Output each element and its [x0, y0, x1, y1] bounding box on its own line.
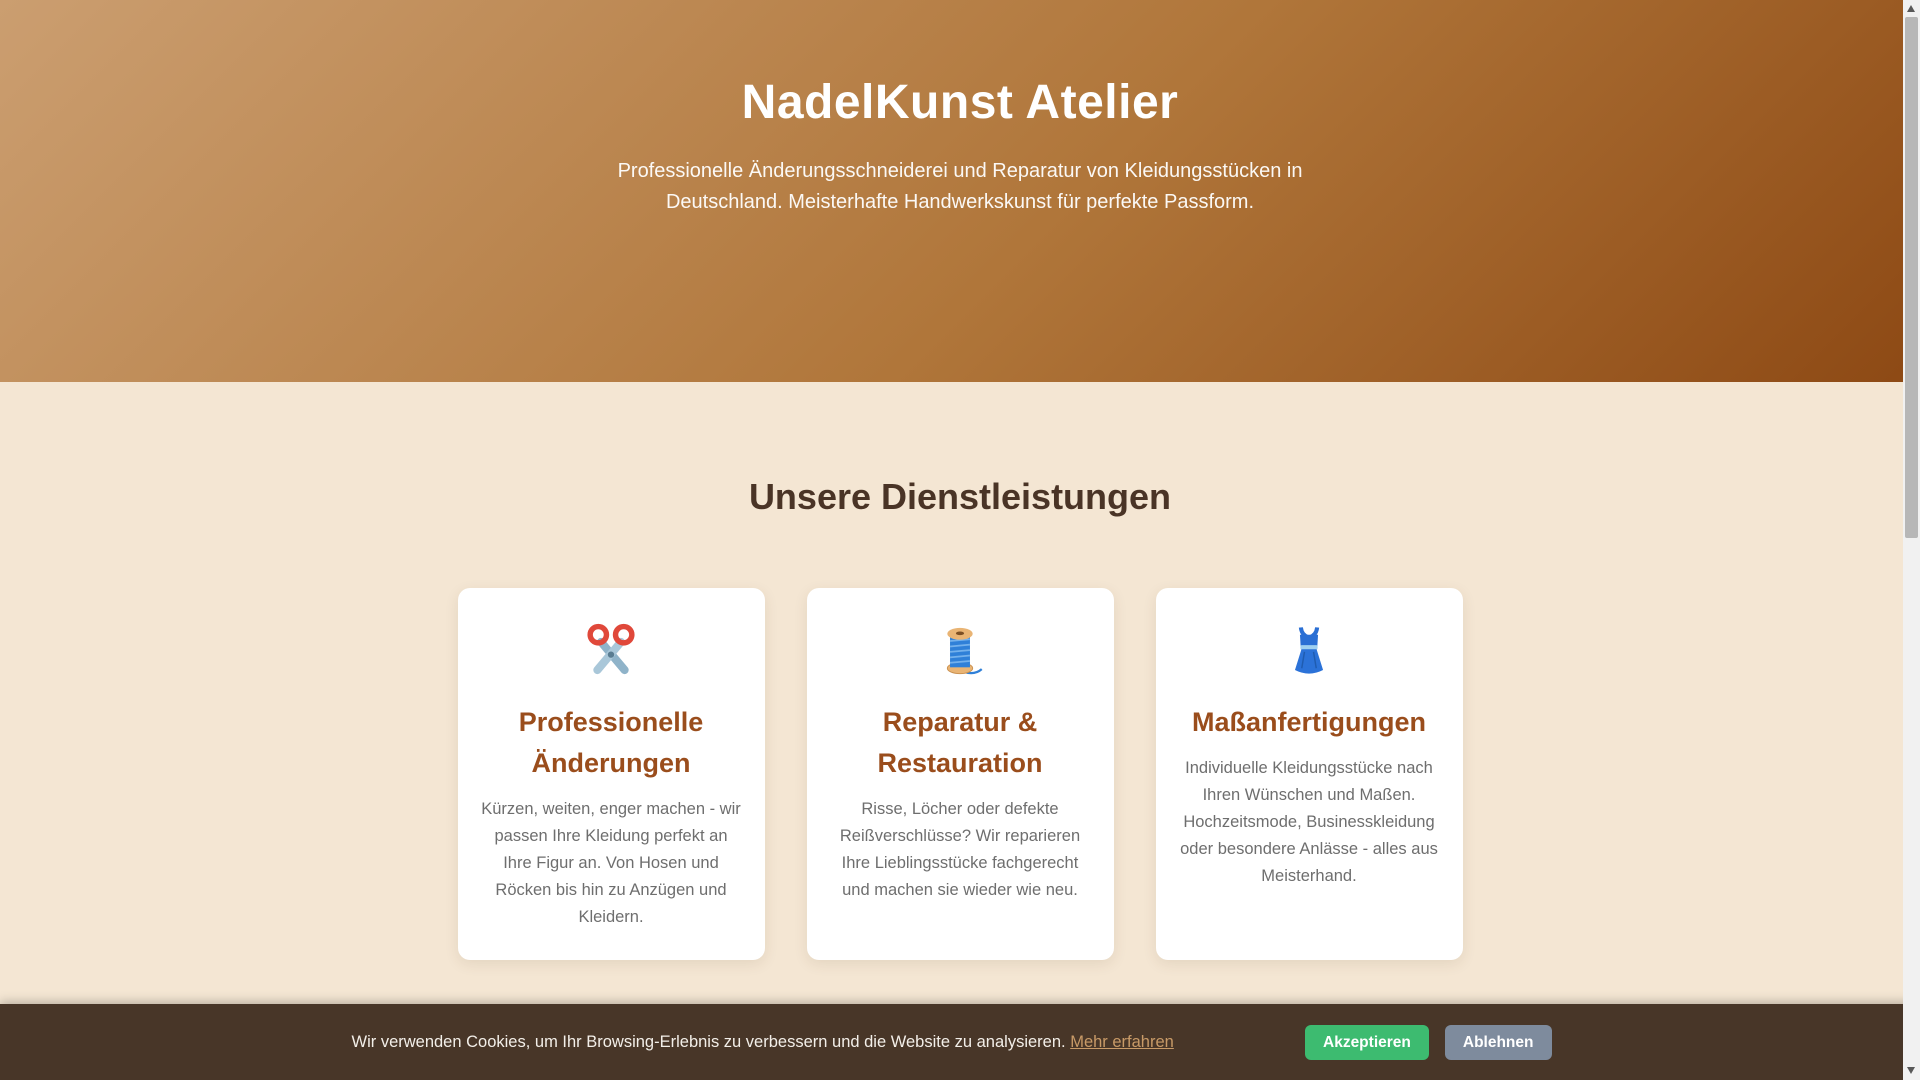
- cookie-message-text: Wir verwenden Cookies, um Ihr Browsing-Erlebnis zu verbessern und die Website zu analysieren.: [351, 1033, 1066, 1051]
- services-heading: Unsere Dienstleistungen: [748, 476, 1172, 517]
- thread-spool-icon: [829, 622, 1092, 680]
- cookie-message: [352, 1030, 1174, 1054]
- scrollbar[interactable]: [1903, 0, 1920, 1080]
- service-card-description: Kürzen, weiten, enger machen - wir passen Ihre Kleidung perfekt an Ihre Figur an. Von Hosen und Röcken bis hin zu Anzügen und Kleidern.: [481, 800, 741, 926]
- cookie-banner: [0, 1004, 1920, 1080]
- site-title: NadelKunst Atelier: [741, 76, 1179, 129]
- service-card-repair: [807, 588, 1114, 960]
- dress-icon: [1178, 622, 1441, 680]
- service-card-description: Risse, Löcher oder defekte Reißverschlüsse? Wir reparieren Ihre Lieblingsstücke fachgerecht und machen sie wieder wie neu.: [839, 800, 1081, 899]
- cookie-banner-content: [352, 1025, 1552, 1060]
- service-card-description: Individuelle Kleidungsstücke nach Ihren Wünschen und Maßen. Hochzeitsmode, Businesskleidung oder besondere Anlässe - alles aus Meisterhand.: [1180, 759, 1438, 885]
- site-subtitle: Professionelle Änderungsschneiderei und Reparatur von Kleidungsstücken in Deutschland. Meisterhafte Handwerkskunst für perfekte Passform.: [617, 160, 1303, 213]
- hero-section: [0, 0, 1920, 382]
- scrollbar-thumb[interactable]: [1905, 17, 1918, 538]
- scissors-icon: [480, 622, 743, 680]
- scrollbar-up-icon[interactable]: [1907, 5, 1915, 12]
- service-cards-row: [0, 588, 1920, 960]
- services-section: [0, 382, 1920, 960]
- cookie-decline-button[interactable]: Ablehnen: [1445, 1025, 1552, 1060]
- service-card-title: Maßanfertigungen: [1192, 707, 1426, 737]
- service-card-title: Professionelle Änderungen: [518, 707, 704, 778]
- service-card-alterations: [458, 588, 765, 960]
- service-card-custom: [1156, 588, 1463, 960]
- cookie-accept-button[interactable]: Akzeptieren: [1305, 1025, 1429, 1060]
- service-card-title: Reparatur & Restauration: [877, 707, 1043, 778]
- cookie-learn-more-link[interactable]: Mehr erfahren: [1070, 1033, 1174, 1051]
- scrollbar-down-icon[interactable]: [1907, 1067, 1915, 1074]
- cookie-buttons: [1305, 1025, 1552, 1060]
